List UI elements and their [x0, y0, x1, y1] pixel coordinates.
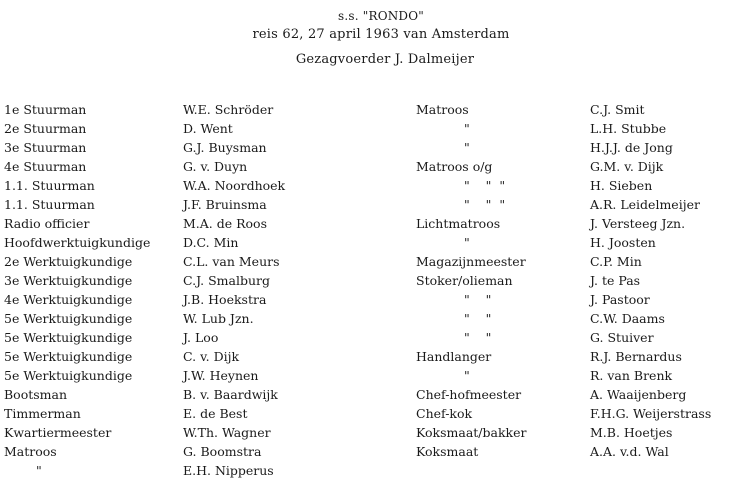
crew-name: H.J.J. de Jong: [590, 140, 673, 155]
crew-rank: ": [464, 121, 470, 136]
left-name-column: [183, 100, 383, 480]
crew-rank: 5e Werktuigkundige: [4, 349, 133, 364]
crew-name: G. Stuiver: [590, 330, 654, 345]
crew-name: W.Th. Wagner: [183, 425, 271, 440]
crew-rank: 3e Werktuigkundige: [4, 273, 133, 288]
crew-name: D. Went: [183, 121, 233, 136]
crew-name: W.A. Noordhoek: [183, 178, 286, 193]
crew-rank: Hoofdwerktuigkundige: [4, 235, 151, 250]
crew-rank: Bootsman: [4, 387, 68, 402]
crew-rank: 4e Stuurman: [4, 159, 87, 174]
crew-rank: 5e Werktuigkundige: [4, 330, 133, 345]
crew-name: G.J. Buysman: [183, 140, 267, 155]
crew-name: J. te Pas: [590, 273, 641, 288]
crew-name: J.F. Bruinsma: [183, 197, 267, 212]
crew-name: C.W. Daams: [590, 311, 665, 326]
crew-rank: Timmerman: [4, 406, 81, 421]
crew-rank: " ": [464, 292, 492, 307]
crew-name: A. Waaijenberg: [590, 387, 687, 402]
crew-name: C.L. van Meurs: [183, 254, 280, 269]
crew-rank: " ": [464, 311, 492, 326]
crew-rank: Chef-kok: [416, 406, 473, 421]
crew-name: C.J. Smalburg: [183, 273, 270, 288]
crew-rank: ": [464, 235, 470, 250]
crew-rank: Stoker/olieman: [416, 273, 513, 288]
crew-name: J.B. Hoekstra: [183, 292, 267, 307]
crew-name: C. v. Dijk: [183, 349, 240, 364]
crew-name: L.H. Stubbe: [590, 121, 667, 136]
crew-name: H. Sieben: [590, 178, 653, 193]
crew-rank: 2e Stuurman: [4, 121, 87, 136]
crew-rank: Matroos o/g: [416, 159, 493, 174]
crew-name: C.P. Min: [590, 254, 642, 269]
crew-rank: Magazijnmeester: [416, 254, 526, 269]
captain-line: Gezagvoerder J. Dalmeijer: [295, 52, 475, 67]
voyage-info: reis 62, 27 april 1963 van Amsterdam: [252, 27, 510, 42]
crew-name: H. Joosten: [590, 235, 656, 250]
crew-rank: " " ": [464, 178, 506, 193]
crew-rank: 1.1. Stuurman: [4, 178, 95, 193]
crew-name: R. van Brenk: [590, 368, 673, 383]
crew-name: W. Lub Jzn.: [183, 311, 254, 326]
crew-name: M.B. Hoetjes: [590, 425, 673, 440]
right-name-column: [590, 100, 748, 461]
crew-rank: 3e Stuurman: [4, 140, 87, 155]
crew-name: C.J. Smit: [590, 102, 645, 117]
crew-name: M.A. de Roos: [183, 216, 267, 231]
crew-rank: Lichtmatroos: [416, 216, 501, 231]
crew-name: G. Boomstra: [183, 444, 262, 459]
crew-rank: Matroos: [416, 102, 469, 117]
crew-rank: 5e Werktuigkundige: [4, 311, 133, 326]
crew-rank: " " ": [464, 197, 506, 212]
crew-rank: Kwartiermeester: [4, 425, 112, 440]
crew-name: E.H. Nipperus: [183, 463, 274, 478]
crew-name: J. Versteeg Jzn.: [590, 216, 686, 231]
crew-rank: Koksmaat: [416, 444, 479, 459]
crew-name: G. v. Duyn: [183, 159, 248, 174]
crew-name: B. v. Baardwijk: [183, 387, 278, 402]
crew-name: J. Loo: [183, 330, 219, 345]
crew-rank: 1e Stuurman: [4, 102, 87, 117]
crew-name: D.C. Min: [183, 235, 239, 250]
crew-name: F.H.G. Weijerstrass: [590, 406, 712, 421]
crew-name: J. Pastoor: [590, 292, 650, 307]
right-rank-column: [416, 100, 591, 461]
crew-rank: Radio officier: [4, 216, 90, 231]
ship-name: s.s. "RONDO": [337, 9, 425, 23]
crew-rank: 2e Werktuigkundige: [4, 254, 133, 269]
crew-rank: " ": [464, 330, 492, 345]
crew-rank: 5e Werktuigkundige: [4, 368, 133, 383]
crew-rank: ": [464, 140, 470, 155]
left-rank-column: [4, 100, 174, 480]
crew-rank: ": [36, 463, 42, 478]
crew-name: A.R. Leidelmeijer: [590, 197, 700, 212]
crew-name: G.M. v. Dijk: [590, 159, 664, 174]
crew-name: R.J. Bernardus: [590, 349, 682, 364]
crew-rank: Chef-hofmeester: [416, 387, 522, 402]
crew-rank: Koksmaat/bakker: [416, 425, 527, 440]
crew-name: W.E. Schröder: [183, 102, 274, 117]
crew-rank: 4e Werktuigkundige: [4, 292, 133, 307]
crew-rank: Handlanger: [416, 349, 492, 364]
crew-name: J.W. Heynen: [183, 368, 259, 383]
crew-rank: 1.1. Stuurman: [4, 197, 95, 212]
crew-name: E. de Best: [183, 406, 248, 421]
crew-rank: Matroos: [4, 444, 57, 459]
crew-name: A.A. v.d. Wal: [590, 444, 669, 459]
crew-rank: ": [464, 368, 470, 383]
